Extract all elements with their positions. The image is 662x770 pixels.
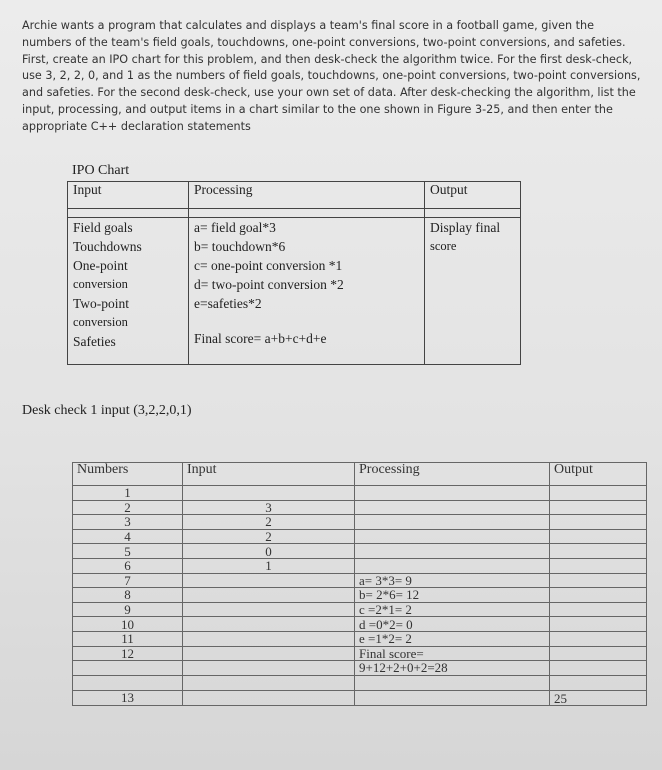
table-row xyxy=(73,544,647,559)
table-cell xyxy=(550,558,647,573)
desk-check-title: Desk check 1 input (3,2,2,0,1) xyxy=(22,403,192,418)
table-cell xyxy=(550,529,647,544)
table-row xyxy=(73,558,647,573)
ipo-processing-item: c= one-point conversion *1 xyxy=(194,258,343,273)
table-cell: 8 xyxy=(73,588,183,603)
table-cell xyxy=(550,675,647,690)
ipo-input-item: Two-point xyxy=(73,296,130,311)
table-cell: 7 xyxy=(73,573,183,588)
ipo-output-item: score xyxy=(430,239,457,253)
ipo-input-list xyxy=(68,218,189,365)
ipo-input-item: Touchdowns xyxy=(73,239,142,254)
table-cell xyxy=(355,515,550,530)
table-cell: 5 xyxy=(73,544,183,559)
table-cell: 6 xyxy=(73,558,183,573)
table-cell: 2 xyxy=(183,529,355,544)
ipo-header-input: Input xyxy=(68,182,189,209)
table-row xyxy=(73,486,647,501)
table-cell xyxy=(73,661,183,676)
table-cell xyxy=(550,573,647,588)
table-cell xyxy=(550,602,647,617)
table-cell: e =1*2= 2 xyxy=(355,631,550,646)
table-cell xyxy=(183,675,355,690)
table-cell xyxy=(550,631,647,646)
ipo-input-item: conversion xyxy=(73,315,128,329)
table-cell xyxy=(355,486,550,501)
desk-check-table xyxy=(72,462,647,706)
ipo-processing-item: b= touchdown*6 xyxy=(194,239,286,254)
table-cell xyxy=(550,661,647,676)
desk-header-input: Input xyxy=(183,463,355,486)
table-cell: 1 xyxy=(73,486,183,501)
table-cell xyxy=(550,544,647,559)
table-cell: d =0*2= 0 xyxy=(355,617,550,632)
ipo-processing-item: a= field goal*3 xyxy=(194,220,276,235)
table-cell xyxy=(550,515,647,530)
table-cell xyxy=(550,500,647,515)
table-cell: 1 xyxy=(183,558,355,573)
table-cell xyxy=(550,617,647,632)
ipo-header-output: Output xyxy=(425,182,521,209)
desk-output-value: 25 xyxy=(550,690,647,705)
table-cell xyxy=(550,486,647,501)
table-cell: a= 3*3= 9 xyxy=(355,573,550,588)
ipo-processing-list xyxy=(189,218,425,365)
ipo-chart-title: IPO Chart xyxy=(72,163,130,178)
ipo-output-item: Display final xyxy=(430,220,501,235)
table-cell: b= 2*6= 12 xyxy=(355,588,550,603)
table-cell xyxy=(355,500,550,515)
table-cell: c =2*1= 2 xyxy=(355,602,550,617)
table-row xyxy=(73,588,647,603)
table-row xyxy=(73,617,647,632)
table-row xyxy=(73,690,647,705)
table-row xyxy=(73,661,647,676)
ipo-header-processing: Processing xyxy=(189,182,425,209)
table-row xyxy=(73,631,647,646)
ipo-output-list xyxy=(425,218,521,365)
table-cell: 3 xyxy=(73,515,183,530)
table-cell: 3 xyxy=(183,500,355,515)
desk-last-number: 13 xyxy=(73,690,183,705)
desk-header-output: Output xyxy=(550,463,647,486)
table-row xyxy=(73,602,647,617)
table-cell: 4 xyxy=(73,529,183,544)
ipo-chart xyxy=(67,181,521,365)
table-cell xyxy=(73,675,183,690)
table-cell: 11 xyxy=(73,631,183,646)
table-cell xyxy=(550,646,647,661)
table-cell xyxy=(355,675,550,690)
table-cell xyxy=(183,646,355,661)
table-cell xyxy=(183,573,355,588)
table-cell xyxy=(355,690,550,705)
ipo-input-item: Field goals xyxy=(73,220,133,235)
table-row xyxy=(73,529,647,544)
table-cell xyxy=(183,690,355,705)
table-cell: 2 xyxy=(183,515,355,530)
desk-header-processing: Processing xyxy=(355,463,550,486)
table-row xyxy=(73,500,647,515)
table-cell xyxy=(550,588,647,603)
table-cell xyxy=(183,631,355,646)
table-cell: 12 xyxy=(73,646,183,661)
ipo-processing-item: e=safeties*2 xyxy=(194,296,262,311)
table-row xyxy=(73,515,647,530)
table-cell xyxy=(183,588,355,603)
desk-header-numbers: Numbers xyxy=(73,463,183,486)
table-cell xyxy=(183,661,355,676)
table-cell: Final score= xyxy=(355,646,550,661)
problem-statement: Archie wants a program that calculates and displays a team's final score in a football game, given the numbers of the team's field goals, touchdowns, one-point conversions, two-point conversions, and safeties. First, create an IPO chart for this problem, and then desk-check the algorithm twice. For the first desk-check, use 3, 2, 2, 0, and 1 as the numbers of field goals, touchdowns, one-point conversions, two-point conversions, and safeties. For the second desk-check, use your own set of data. After desk-checking the algorithm, list the input, processing, and output items in a chart similar to the one shown in Figure 3-25, and then enter the appropriate C++ declaration statements xyxy=(22,19,641,133)
ipo-final-score: Final score= a+b+c+d+e xyxy=(194,331,327,346)
table-cell xyxy=(183,486,355,501)
table-cell xyxy=(355,529,550,544)
ipo-input-item: One-point xyxy=(73,258,128,273)
ipo-input-item: Safeties xyxy=(73,334,116,349)
ipo-input-item: conversion xyxy=(73,277,128,291)
table-cell: 10 xyxy=(73,617,183,632)
table-cell: 0 xyxy=(183,544,355,559)
table-row xyxy=(73,573,647,588)
table-cell xyxy=(183,602,355,617)
table-cell xyxy=(355,558,550,573)
table-cell xyxy=(183,617,355,632)
table-cell xyxy=(355,544,550,559)
ipo-processing-item: d= two-point conversion *2 xyxy=(194,277,344,292)
table-cell: 9+12+2+0+2=28 xyxy=(355,661,550,676)
table-row xyxy=(73,646,647,661)
table-cell: 2 xyxy=(73,500,183,515)
table-cell: 9 xyxy=(73,602,183,617)
